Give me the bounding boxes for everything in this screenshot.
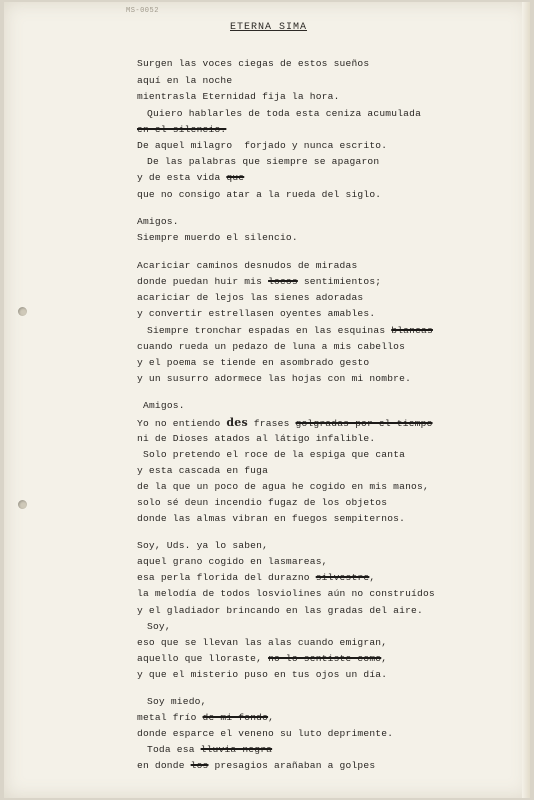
line-text: y el gladiador brincando en las gradas del aire.	[137, 605, 423, 616]
line-text: donde esparce el veneno su luto deprimente.	[137, 728, 394, 739]
poem-line	[137, 497, 387, 508]
poem-line	[137, 556, 328, 567]
struck-text: de mi fondo	[202, 712, 269, 723]
poem-line	[137, 728, 393, 739]
line-text: de la que un poco de agua he cogido en mis manos,	[137, 481, 429, 492]
poem-line	[143, 400, 185, 411]
line-text: Soy, Uds. ya lo saben,	[137, 540, 269, 551]
line-text: la melodía de todos losviolines aún no construídos	[137, 588, 435, 599]
struck-text: en el silencio.	[137, 124, 227, 135]
poem-line	[137, 308, 375, 319]
poem-line	[137, 433, 375, 444]
line-text: Siempre muerdo el silencio.	[137, 232, 298, 243]
poem-line	[137, 357, 369, 368]
struck-text: que	[226, 172, 245, 183]
line-text: Siempre tronchar espadas en las esquinas	[147, 325, 392, 336]
struck-text: lluvia negra	[200, 744, 273, 755]
line-text: en donde	[137, 760, 191, 771]
handwritten-correction: des	[226, 416, 248, 429]
line-text: presagios arañaban a golpes	[208, 760, 376, 771]
poem-line	[137, 669, 387, 680]
line-text: y esta cascada en fuga	[137, 465, 269, 476]
line-text: Solo pretendo el roce de la espiga que canta	[143, 449, 406, 460]
line-text: ,	[381, 653, 388, 664]
line-text: Soy miedo,	[147, 696, 207, 707]
poem-line	[137, 341, 405, 352]
line-text: y el poema se tiende en asombrado gesto	[137, 357, 370, 368]
line-text: cuando rueda un pedazo de luna a mis cabellos	[137, 341, 406, 352]
line-text: aquí en la noche	[137, 75, 233, 86]
line-text: esa perla florida del durazno	[137, 572, 316, 583]
poem-line	[137, 140, 387, 151]
line-text: acariciar de lejos las sienes adoradas	[137, 292, 364, 303]
poem-line	[137, 276, 381, 287]
poem-line	[147, 156, 379, 167]
struck-text: golgradas por el tiempo	[295, 418, 433, 429]
line-text: solo sé deun incendio fugaz de los objetos	[137, 497, 388, 508]
line-text: y que el misterio puso en tus ojos un día.	[137, 669, 388, 680]
line-text: ,	[268, 712, 275, 723]
line-text: frases	[247, 418, 296, 429]
struck-text: silvestre	[315, 572, 370, 583]
poem-line	[147, 621, 171, 632]
poem-title: ETERNA SIMA	[230, 22, 308, 33]
punch-hole	[18, 307, 27, 316]
line-text: metal frío	[137, 712, 203, 723]
line-text: Acariciar caminos desnudos de miradas	[137, 260, 358, 271]
poem-line	[137, 373, 411, 384]
poem-line	[137, 572, 375, 583]
line-text: Soy,	[147, 621, 171, 632]
poem-line	[137, 75, 232, 86]
line-text: y un susurro adormece las hojas con mi nombre.	[137, 373, 412, 384]
struck-text: blancas	[391, 325, 433, 336]
line-text: y convertir estrellasen oyentes amables.	[137, 308, 376, 319]
poem-line	[137, 465, 268, 476]
poem-line	[137, 91, 340, 102]
poem-line	[137, 189, 381, 200]
poem-line	[137, 481, 429, 492]
poem-line	[137, 416, 433, 429]
line-text: aquel grano cogido en lasmareas,	[137, 556, 328, 567]
poem-line	[137, 588, 435, 599]
line-text: mientrasla Eternidad fija la hora.	[137, 91, 340, 102]
poem-line	[137, 172, 244, 183]
poem-line	[137, 513, 405, 524]
poem-line	[137, 292, 363, 303]
line-text: eso que se llevan las alas cuando emigran,	[137, 637, 388, 648]
struck-text: los	[190, 760, 209, 771]
punch-hole	[18, 500, 27, 509]
poem-line	[137, 605, 423, 616]
line-text: que no consigo atar a la rueda del siglo.	[137, 189, 382, 200]
line-text: Quiero hablarles de toda esta ceniza acumulada	[147, 108, 422, 119]
typewritten-page	[4, 2, 530, 798]
poem-line	[137, 540, 268, 551]
poem-line	[137, 232, 298, 243]
poem-line	[137, 653, 387, 664]
line-text: Yo no entiendo	[137, 418, 227, 429]
poem-line	[147, 696, 207, 707]
poem-line	[147, 744, 272, 755]
line-text: Amigos.	[137, 216, 179, 227]
paper-edge	[522, 2, 530, 798]
poem-line	[147, 325, 433, 336]
poem-line	[137, 712, 274, 723]
struck-text: no lo sentiste como	[268, 653, 382, 664]
line-text: donde puedan huir mis	[137, 276, 269, 287]
line-text: sentimientos;	[297, 276, 382, 287]
line-text: ,	[369, 572, 376, 583]
poem-line	[137, 760, 375, 771]
poem-line	[137, 637, 387, 648]
archive-reference: MS-0052	[126, 7, 159, 15]
line-text: y de esta vida	[137, 172, 227, 183]
line-text: donde las almas vibran en fuegos sempiternos.	[137, 513, 406, 524]
line-text: De las palabras que siempre se apagaron	[147, 156, 380, 167]
poem-line	[143, 449, 405, 460]
line-text: Toda esa	[147, 744, 201, 755]
poem-line	[137, 124, 226, 135]
poem-line	[137, 58, 369, 69]
line-text: Amigos.	[143, 400, 185, 411]
line-text: ni de Dioses atados al látigo infalible.	[137, 433, 376, 444]
poem-line	[137, 260, 357, 271]
poem-line	[137, 216, 179, 227]
line-text: Surgen las voces ciegas de estos sueños	[137, 58, 370, 69]
line-text: De aquel milagro forjado y nunca escrito.	[137, 140, 388, 151]
poem-line	[147, 108, 421, 119]
line-text: aquello que lloraste,	[137, 653, 269, 664]
struck-text: locos	[268, 276, 298, 287]
